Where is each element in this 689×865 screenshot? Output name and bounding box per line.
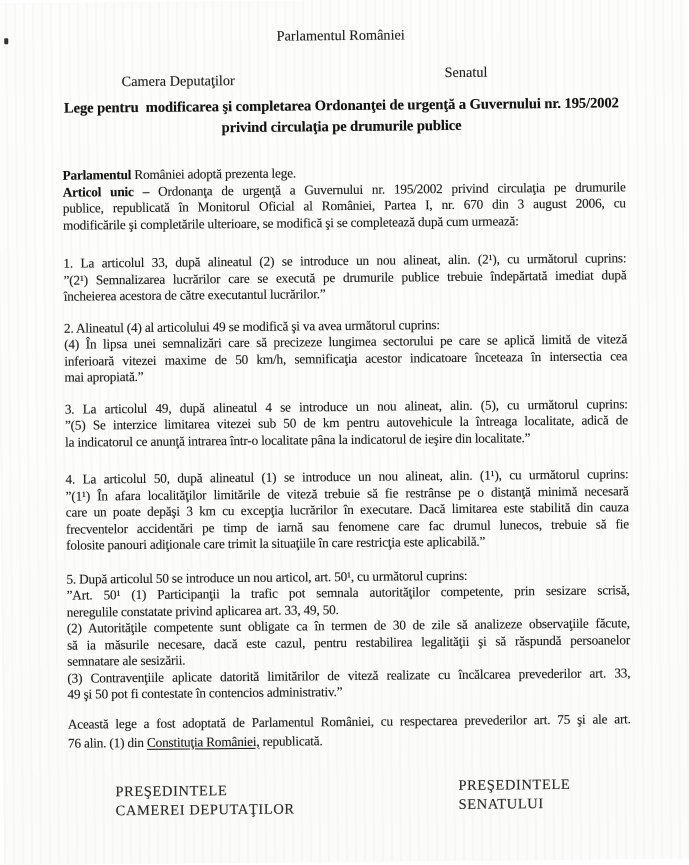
chamber-right-label: Senatul — [444, 64, 488, 82]
preamble-line: modificările şi completările ulterioare, se modifică şi se completează după cum urmează: — [62, 212, 519, 233]
point-line: frecventelor accidentări pe timp de iarnă sau fenomene care fac drumul lunecos, trebuie să fie — [65, 515, 629, 537]
chambers-row — [0, 64, 686, 92]
point-line: neregulile constatate privind aplicarea art. 33, 49, 50. — [66, 601, 339, 620]
signature-left — [115, 781, 294, 821]
signature-chamber-label: SENATULUI — [458, 795, 544, 813]
closing-paragraph — [68, 709, 631, 752]
signature-role-label: PREŞEDINTELE — [115, 782, 228, 800]
point-line: semnatare ale sesizării. — [67, 652, 186, 669]
signature-right — [458, 775, 570, 814]
chamber-left-label: Camera Deputaţilor — [121, 73, 235, 91]
point-line: (4) În lipsa unei semnalizări care să precizeze lungimea sectorului pe care se aplică limită de viteză — [64, 331, 628, 352]
point-line: mai apropiată.” — [64, 368, 144, 385]
preamble-paragraph — [62, 162, 626, 233]
adoption-line: Parlamentul României adoptă prezenta lege. — [62, 165, 297, 183]
articol-unic-line: Articol unic – Ordonanţa de urgenţă a Guvernului nr. 195/2002 privind circulaţia pe drumurile — [62, 178, 626, 200]
law-body — [62, 162, 631, 835]
institution-title: Parlamentul României — [276, 27, 405, 45]
point-line: inferioară vitezei maxime de 50 km/h, semnificaţia acestor indicatoare înceteaza în intersectia cea — [64, 347, 628, 369]
signatures-row — [68, 778, 631, 835]
point-line: ”Art. 50¹ (1) Participanţii la trafic pot semnala autorităţilor competente, prin sesizare scrisă, — [66, 582, 630, 603]
article-point-3 — [65, 396, 628, 451]
point-line: să ia măsurile necesare, dacă este cazul, pentru restabilirea legalităţii şi să răspundă persoanelor — [66, 631, 631, 653]
point-line: încheierea acestora de către executantul lucrărilor.” — [63, 286, 326, 304]
point-line: 3. La articolul 49, după alineatul 4 se introduce un nou alineat, alin. (5), cu următorul cuprins: — [64, 395, 628, 417]
point-line: 2. Alineatul (4) al articolului 49 se modifică şi va avea următorul cuprins: — [63, 316, 440, 336]
signature-chamber-label: CAMEREI DEPUTAŢILOR — [115, 800, 295, 819]
article-point-1 — [63, 250, 626, 305]
scan-artifact-dot — [4, 38, 8, 44]
point-line: 5. După articolul 50 se introduce un nou articol, art. 50¹, cu următorul cuprins: — [66, 567, 468, 587]
point-line: 1. La articolul 33, după alineatul (2) se introduce un nou alineat, alin. (2¹), cu următorul cuprins: — [63, 250, 627, 271]
point-line: care un poate depăşi 3 km cu excepţia lucrărilor în executare. Dacă limitarea este stabilită din cauza — [65, 499, 629, 520]
article-point-4 — [65, 466, 629, 554]
point-line: la indicatorul ce anunţă intrarea într-o localitate pâna la indicatorul de ieşire din localitate.” — [65, 429, 531, 450]
closing-line: Această lege a fost adoptată de Parlamentul României, cu respectarea prevederilor art. 75 şi ale art. — [67, 710, 631, 732]
point-line: (2) Autorităţile competente sunt obligate ca în termen de 30 de zile să analizeze observaţiile făcute, — [66, 615, 630, 636]
article-point-2 — [64, 315, 628, 386]
closing-line: 76 alin. (1) din Constituţia României, republicată. — [67, 732, 323, 751]
law-title-line-2: privind circulaţia pe drumurile publice — [221, 117, 462, 137]
point-line: ”(2¹) Semnalizarea lucrărilor care se execută pe drumurile publice trebuie îndepărtată imediat după — [63, 266, 627, 288]
constitution-underlined-text: Constituţia României, — [146, 733, 260, 750]
preamble-line: publice, republicată în Monitorul Oficial al României, Partea I, nr. 670 din 3 august 2006, cu — [62, 195, 626, 216]
article-point-5 — [66, 566, 630, 703]
law-title — [0, 93, 686, 142]
point-line: ”(1¹) În afara localităţilor limitările de viteză trebuie să fie restrânse pe o distanţă minimă necesară — [65, 482, 629, 504]
point-line: 4. La articolul 50, după alineatul (1) se introduce un nou alineat, alin. (1¹), cu următorul cuprins: — [65, 466, 629, 487]
signature-role-label: PREŞEDINTELE — [458, 776, 571, 794]
point-line: (3) Contravenţiile aplicate datorită limitărilor de viteză realizate cu încălcarea prevederilor art. 33, — [67, 664, 631, 686]
point-line: folosite panouri adiţionale care trimit la situaţiile în care restricţia este aplicabilă.” — [66, 533, 486, 553]
point-line: ”(5) Se interzice limitarea vitezei sub 50 de km pentru autovehicule la întreaga localitate, adică de — [64, 412, 628, 433]
point-line: 49 şi 50 pot fi contestate în contencios administrativ.” — [67, 684, 343, 702]
law-title-line-1: Lege pentru modificarea şi completarea Ordonanţei de urgenţă a Guvernului nr. 195/2002 — [63, 95, 619, 117]
